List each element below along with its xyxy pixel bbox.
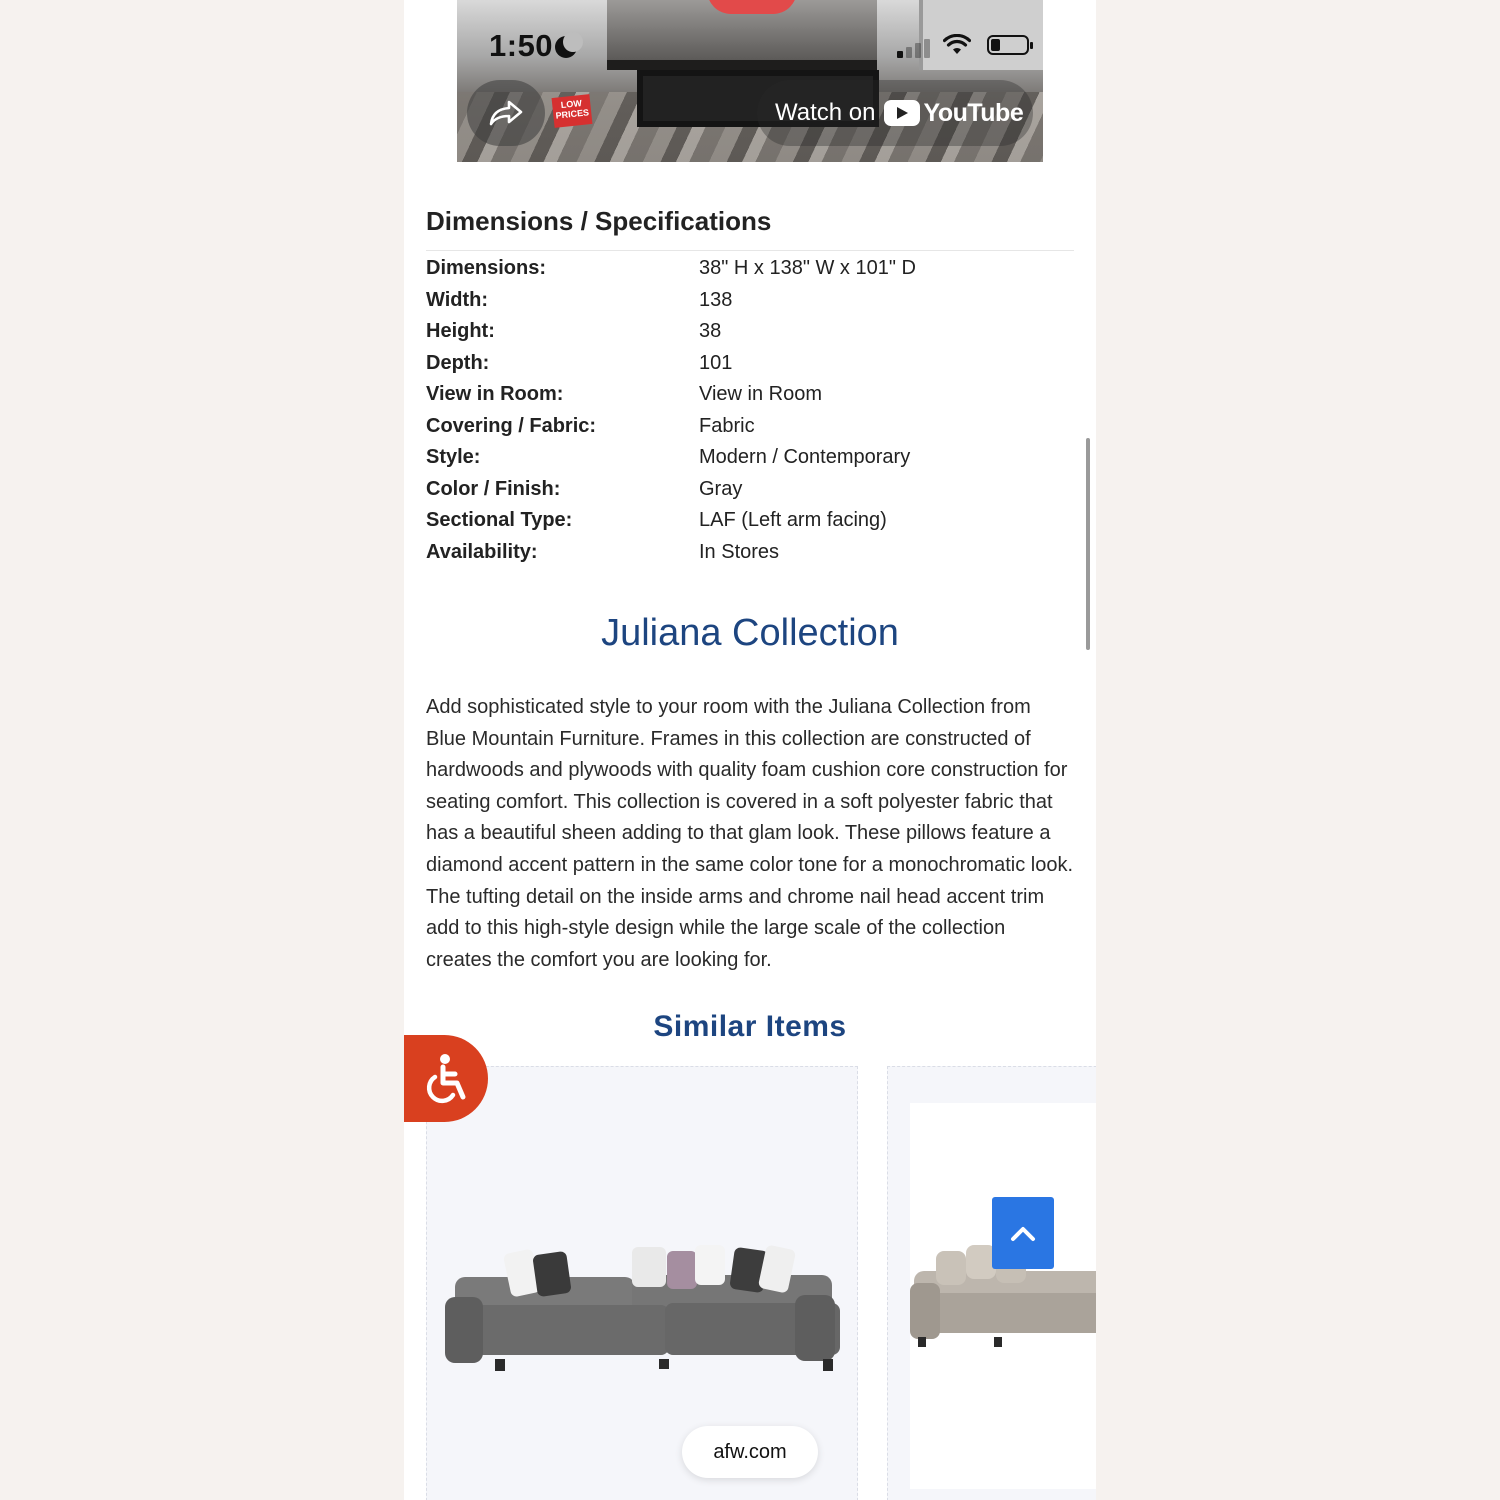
spec-value: Modern / Contemporary	[699, 446, 911, 468]
spec-label: Availability:	[426, 541, 538, 563]
spec-value: 138	[699, 289, 733, 311]
spec-label: Covering / Fabric:	[426, 415, 597, 437]
spec-row-color	[426, 478, 1074, 510]
chevron-up-icon	[1010, 1224, 1036, 1242]
collection-description: Add sophisticated style to your room with the Juliana Collection from Blue Mountain Furniture. Frames in this collection are constructed of hardwoods and plywoods with quality foam cushion core construction for seating comfort. This collection is covered in a soft polyester fabric that has a beautiful sheen adding to that glam look. These pillows feature a diamond accent pattern in the same color tone for a monochromatic look. The tufting detail on the inside arms and chrome nail head accent trim add to this high-style design while the large scale of the collection creates the comfort you are looking for.	[426, 696, 1074, 971]
status-time: 1:50	[489, 28, 554, 63]
moon-icon	[555, 36, 577, 58]
product-image-area	[910, 1103, 1096, 1489]
share-button[interactable]	[467, 80, 545, 146]
spec-row-availability	[426, 541, 1074, 573]
browser-url-bar[interactable]: afw.com	[682, 1426, 818, 1478]
youtube-video-embed[interactable]	[457, 0, 1043, 162]
spec-label: Sectional Type:	[426, 509, 573, 531]
spec-label: View in Room:	[426, 383, 564, 405]
spec-value: Gray	[699, 478, 743, 500]
spec-label: Width:	[426, 289, 489, 311]
similar-items-heading: Similar Items	[653, 1010, 847, 1043]
spec-row-width	[426, 289, 1074, 321]
spec-value: 101	[699, 352, 733, 374]
watch-on-youtube-button[interactable]	[757, 80, 1033, 146]
spec-value: LAF (Left arm facing)	[699, 509, 887, 531]
youtube-wordmark: YouTube	[923, 98, 1024, 127]
accessibility-button[interactable]	[404, 1035, 488, 1122]
page-scrollbar[interactable]	[1086, 438, 1090, 650]
specs-heading: Dimensions / Specifications	[426, 206, 772, 236]
spec-label: Color / Finish:	[426, 478, 561, 500]
wheelchair-icon	[421, 1053, 469, 1105]
spec-row-dimensions	[426, 257, 1074, 289]
spec-row-covering	[426, 415, 1074, 447]
watch-on-label: Watch on	[775, 99, 876, 126]
spec-row-depth	[426, 352, 1074, 384]
spec-value: Fabric	[699, 415, 755, 437]
collection-title: Juliana Collection	[601, 612, 899, 654]
spec-row-sectional-type	[426, 509, 1074, 541]
view-in-room-link[interactable]: View in Room	[699, 383, 823, 405]
spec-row-height	[426, 320, 1074, 352]
spec-value: 38" H x 138" W x 101" D	[699, 257, 916, 279]
low-prices-badge: LOW PRICES	[552, 94, 593, 128]
signal-icon	[897, 36, 937, 58]
divider	[426, 250, 1074, 251]
spec-row-view-in-room	[426, 383, 1074, 415]
spec-label: Height:	[426, 320, 495, 342]
spec-label: Style:	[426, 446, 481, 468]
wifi-icon	[943, 34, 971, 60]
share-icon	[489, 100, 523, 126]
similar-item-card[interactable]	[887, 1066, 1096, 1500]
spec-value: In Stores	[699, 541, 780, 563]
spec-row-style	[426, 446, 1074, 478]
scroll-to-top-button[interactable]	[992, 1197, 1054, 1269]
battery-icon	[987, 35, 1029, 55]
mobile-page	[404, 0, 1096, 1500]
spec-label: Dimensions:	[426, 257, 547, 279]
youtube-play-icon	[884, 100, 920, 126]
spec-label: Depth:	[426, 352, 490, 374]
sectional-sofa-image	[427, 1217, 857, 1417]
spec-value: 38	[699, 320, 722, 342]
